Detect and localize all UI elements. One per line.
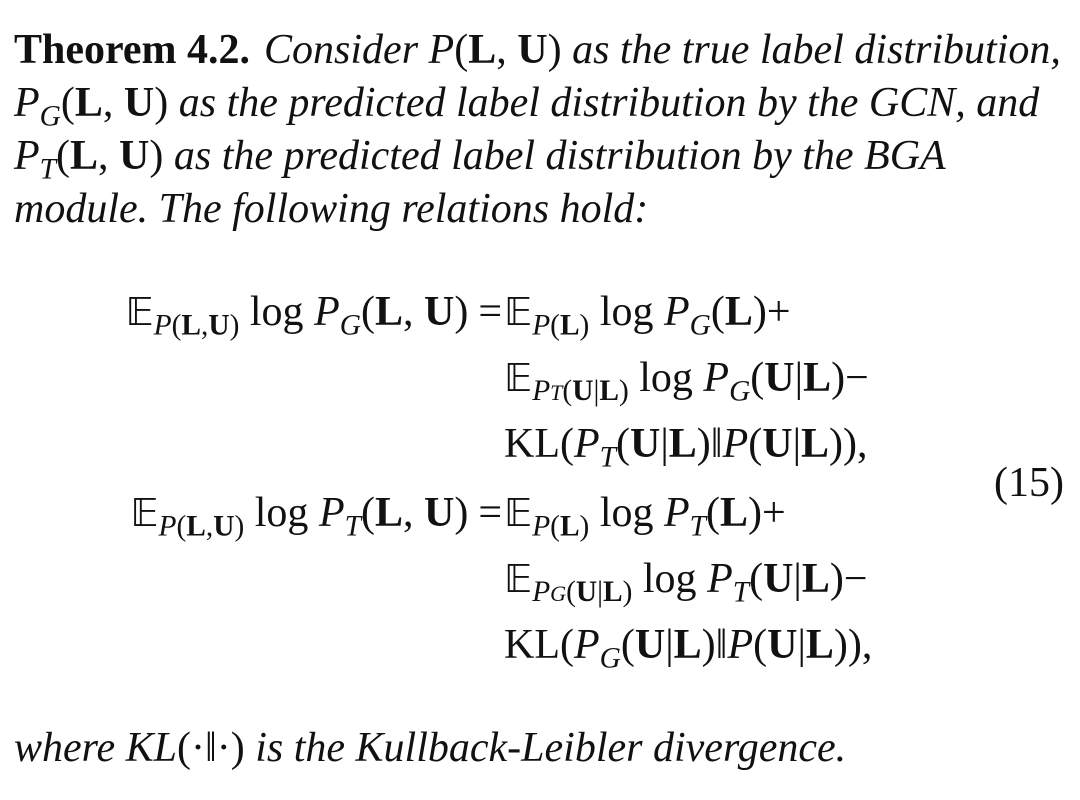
theorem-text-4: as the predicted label distribution by the BGA module. The following relations hold: [14, 133, 945, 232]
equation-gcn-line-2: 𝔼$_{PT(U|L)}$ $\log P_G(U|L)-$ [504, 355, 869, 408]
equation-number: (15) [994, 460, 1064, 506]
theorem-label: Theorem 4.2. [14, 27, 251, 73]
math-gcn-distribution: $P_G(L$, U) [14, 80, 169, 133]
equation-bga-line-2: 𝔼$_{PG(U|L)}$ $\log P_T(U|L)-$ [504, 556, 868, 609]
theorem-text-2: as the true label distribution, [561, 27, 1061, 73]
equation-gcn-line-1: 𝔼$_{P(L)}$ $\log P_G(L)+$ [504, 289, 791, 342]
closing-text-1: where KL [14, 725, 177, 771]
equation-lhs-gcn: 𝔼$_{P(L,U)}$ $\log P_G(L$, U) = [125, 289, 502, 342]
math-kl-placeholder: (·‖·) [176, 725, 245, 771]
math-bga-distribution: $P_T(L$, U) [14, 133, 164, 186]
math-true-distribution: P(L, U) [428, 27, 562, 73]
equation-gcn-line-3: $KL(P_T(U|L)‖P(U|L))$, [504, 421, 868, 474]
closing-text-2: is the Kullback-Leibler divergence. [244, 725, 847, 771]
equation-bga-line-3: $KL(P_G(U|L)‖P(U|L))$, [504, 622, 873, 675]
theorem-text-3: as the predicted label distribution by the GCN, and [168, 80, 1040, 126]
theorem-text-1: Consider [264, 27, 429, 73]
equation-bga-line-1: 𝔼$_{P(L)}$ $\log P_T(L)+$ [504, 490, 786, 543]
equation-lhs-bga: 𝔼$_{P(L,U)}$ $\log P_T(L$, U) = [130, 490, 502, 543]
kl-definition-sentence [14, 722, 1066, 775]
theorem-statement [14, 24, 1066, 236]
